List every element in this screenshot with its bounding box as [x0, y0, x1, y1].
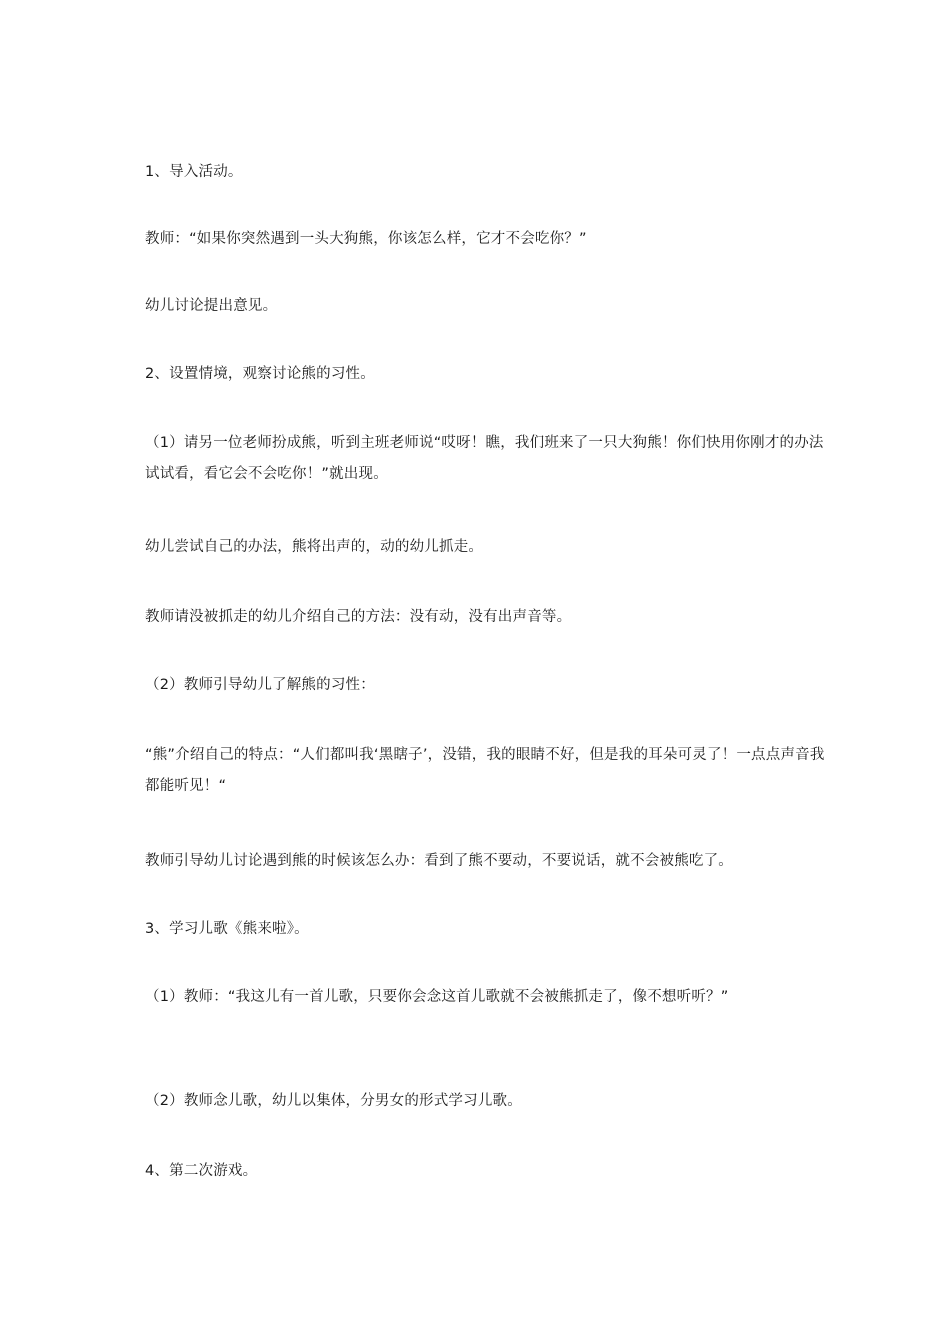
sub-step-3-1: （1）教师：“我这儿有一首儿歌，只要你会念这首儿歌就不会被熊抓走了，像不想听听？” [145, 989, 729, 1005]
teacher-question: 教师：“如果你突然遇到一头大狗熊，你该怎么样，它才不会吃你？” [145, 231, 587, 247]
sub-step-2: （2）教师引导幼儿了解熊的习性： [145, 677, 375, 693]
step-2-heading: 2、设置情境，观察讨论熊的习性。 [145, 366, 375, 382]
teacher-ask-method: 教师请没被抓走的幼儿介绍自己的方法：没有动，没有出声音等。 [145, 609, 572, 625]
bear-intro: “熊”介绍自己的特点：“人们都叫我‘黑瞎子’，没错，我的眼睛不好，但是我的耳朵可灵了！一点点声音我都能听见！“ [145, 747, 825, 794]
sub-step-3-2: （2）教师念儿歌，幼儿以集体，分男女的形式学习儿歌。 [145, 1093, 522, 1109]
step-1-heading: 1、导入活动。 [145, 164, 243, 180]
children-try: 幼儿尝试自己的办法，熊将出声的，动的幼儿抓走。 [145, 539, 484, 555]
children-discussion: 幼儿讨论提出意见。 [145, 298, 278, 314]
step-4-heading: 4、第二次游戏。 [145, 1163, 258, 1179]
teacher-guide-discussion: 教师引导幼儿讨论遇到熊的时候该怎么办：看到了熊不要动，不要说话，就不会被熊吃了。 [145, 853, 733, 869]
sub-step-1: （1）请另一位老师扮成熊，听到主班老师说“哎呀！瞧，我们班来了一只大狗熊！你们快用你刚才的办法试试看，看它会不会吃你！”就出现。 [145, 435, 824, 482]
step-3-heading: 3、学习儿歌《熊来啦》。 [145, 921, 309, 937]
